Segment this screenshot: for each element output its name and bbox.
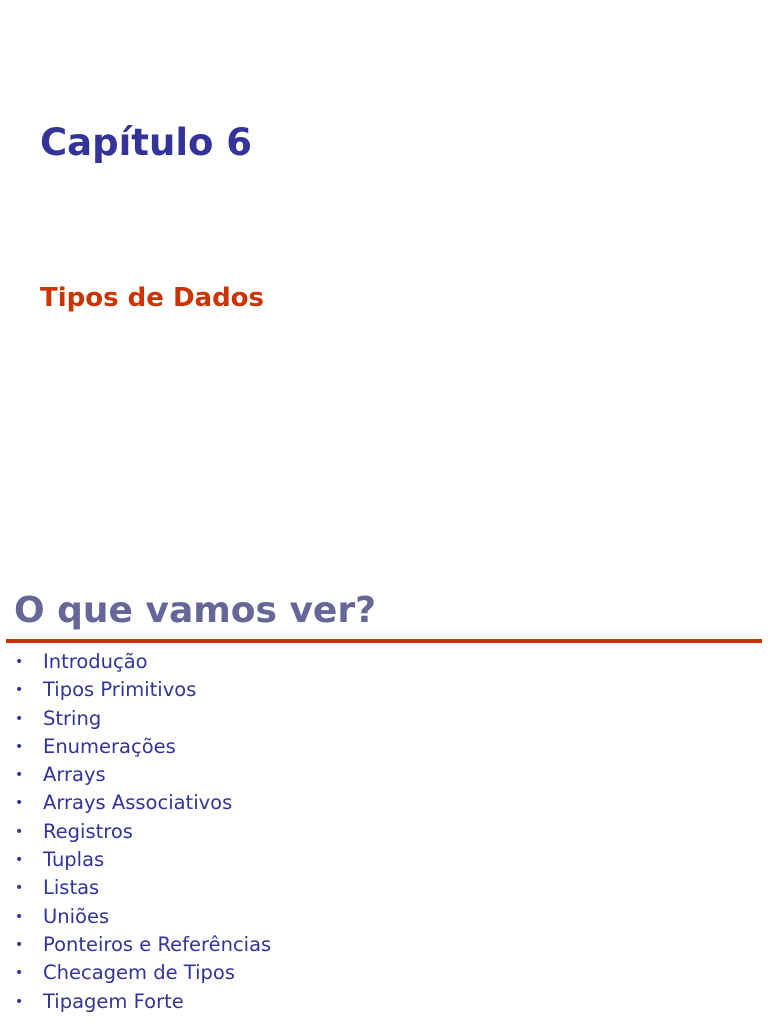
bullet-icon: • <box>15 767 24 784</box>
list-item-label: Tipos Primitivos <box>43 678 197 702</box>
list-item-label: Arrays Associativos <box>43 791 233 815</box>
bullet-icon: • <box>15 965 24 982</box>
bullet-icon: • <box>15 852 24 869</box>
bullet-icon: • <box>15 993 24 1010</box>
list-item-label: Ponteiros e Referências <box>43 932 272 956</box>
list-item-label: Uniões <box>43 904 110 928</box>
bullet-icon: • <box>15 654 24 670</box>
bullet-icon: • <box>15 710 24 727</box>
list-item-label: Enumerações <box>43 734 176 758</box>
list-item-label: Arrays <box>43 763 106 787</box>
bullet-icon: • <box>15 795 24 812</box>
bullet-icon: • <box>15 823 24 840</box>
bullet-icon: • <box>15 936 24 953</box>
bullet-icon: • <box>15 738 24 755</box>
list-item-label: Introdução <box>43 650 148 673</box>
list-item-label: Registros <box>43 819 133 843</box>
chapter-subtitle: Tipos de Dados <box>40 283 265 313</box>
bullet-icon: • <box>15 880 24 897</box>
title-divider <box>6 639 762 643</box>
list-item-label: Tipagem Forte <box>43 989 184 1013</box>
section-title: O que vamos ver? <box>14 590 376 631</box>
list-item-label: Checagem de Tipos <box>43 961 235 985</box>
chapter-title: Capítulo 6 <box>40 121 253 164</box>
bullet-icon: • <box>15 908 24 925</box>
list-item-label: String <box>43 706 102 730</box>
list-item-label: Tuplas <box>43 848 105 872</box>
list-item-label: Listas <box>43 876 100 900</box>
bullet-icon: • <box>15 682 24 699</box>
